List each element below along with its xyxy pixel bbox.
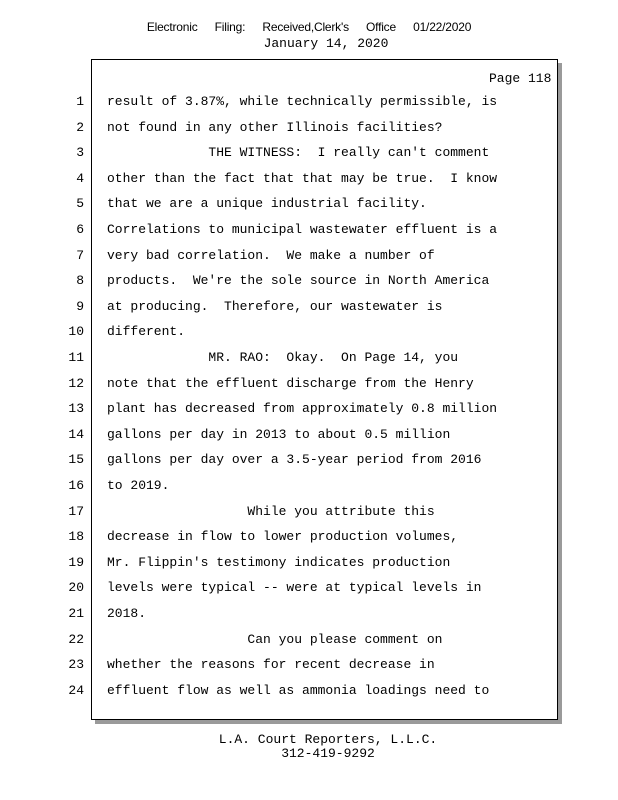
stamp-part: Office [366, 20, 396, 34]
line-number: 17 [68, 504, 84, 519]
line-number: 14 [68, 427, 84, 442]
line-number: 18 [68, 529, 84, 544]
line-text: Correlations to municipal wastewater effluent is a [107, 222, 498, 237]
stamp-part: 01/22/2020 [413, 20, 472, 34]
stamp-part: Filing: [214, 20, 246, 34]
electronic-filing-stamp [0, 20, 618, 34]
line-text: to 2019. [107, 478, 170, 493]
line-number: 8 [76, 273, 84, 288]
line-text: While you attribute this [107, 504, 435, 519]
line-number: 11 [68, 350, 84, 365]
line-number: 10 [68, 324, 84, 339]
line-text: Mr. Flippin's testimony indicates production [107, 555, 451, 570]
line-text: gallons per day in 2013 to about 0.5 million [107, 427, 451, 442]
line-text: different. [107, 324, 186, 339]
line-number: 16 [68, 478, 84, 493]
line-number: 22 [68, 632, 84, 647]
reporter-footer [0, 733, 618, 761]
line-number: 3 [76, 145, 84, 160]
reporter-company: L.A. Court Reporters, L.L.C. [218, 732, 438, 747]
line-text: whether the reasons for recent decrease in [107, 657, 435, 672]
line-text: note that the effluent discharge from the Henry [107, 376, 474, 391]
header-date: January 14, 2020 [263, 36, 389, 51]
line-text: very bad correlation. We make a number of [107, 248, 435, 263]
line-number: 1 [76, 94, 84, 109]
reporter-phone: 312-419-9292 [281, 746, 375, 761]
line-text: products. We're the sole source in North America [107, 273, 490, 288]
line-text: 2018. [107, 606, 147, 621]
line-text: decrease in flow to lower production volumes, [107, 529, 459, 544]
stamp-part: Electronic [146, 20, 198, 34]
stamp-part: Received,Clerk's [262, 20, 349, 34]
line-text: plant has decreased from approximately 0.8 million [107, 401, 498, 416]
line-text: MR. RAO: Okay. On Page 14, you [107, 350, 459, 365]
line-number: 20 [68, 580, 84, 595]
line-number: 24 [68, 683, 84, 698]
line-number: 2 [76, 120, 84, 135]
line-number: 13 [68, 401, 84, 416]
line-text: levels were typical -- were at typical levels in [107, 580, 482, 595]
line-number: 7 [76, 248, 84, 263]
line-text: not found in any other Illinois facilities? [107, 120, 443, 135]
line-text: other than the fact that that may be true. I know [107, 171, 498, 186]
line-number: 15 [68, 452, 84, 467]
line-text: Can you please comment on [107, 632, 443, 647]
line-number: 4 [76, 171, 84, 186]
line-number: 19 [68, 555, 84, 570]
line-text: result of 3.87%, while technically permissible, is [107, 94, 498, 109]
line-number: 5 [76, 196, 84, 211]
page-number: Page 118 [489, 71, 552, 86]
line-text: that we are a unique industrial facility. [107, 196, 427, 211]
line-text: at producing. Therefore, our wastewater is [107, 299, 443, 314]
line-number: 23 [68, 657, 84, 672]
line-number: 12 [68, 376, 84, 391]
line-text: THE WITNESS: I really can't comment [107, 145, 490, 160]
line-text: gallons per day over a 3.5-year period from 2016 [107, 452, 482, 467]
line-number: 6 [76, 222, 84, 237]
line-text: effluent flow as well as ammonia loadings need to [107, 683, 490, 698]
line-number: 9 [76, 299, 84, 314]
line-number: 21 [68, 606, 84, 621]
